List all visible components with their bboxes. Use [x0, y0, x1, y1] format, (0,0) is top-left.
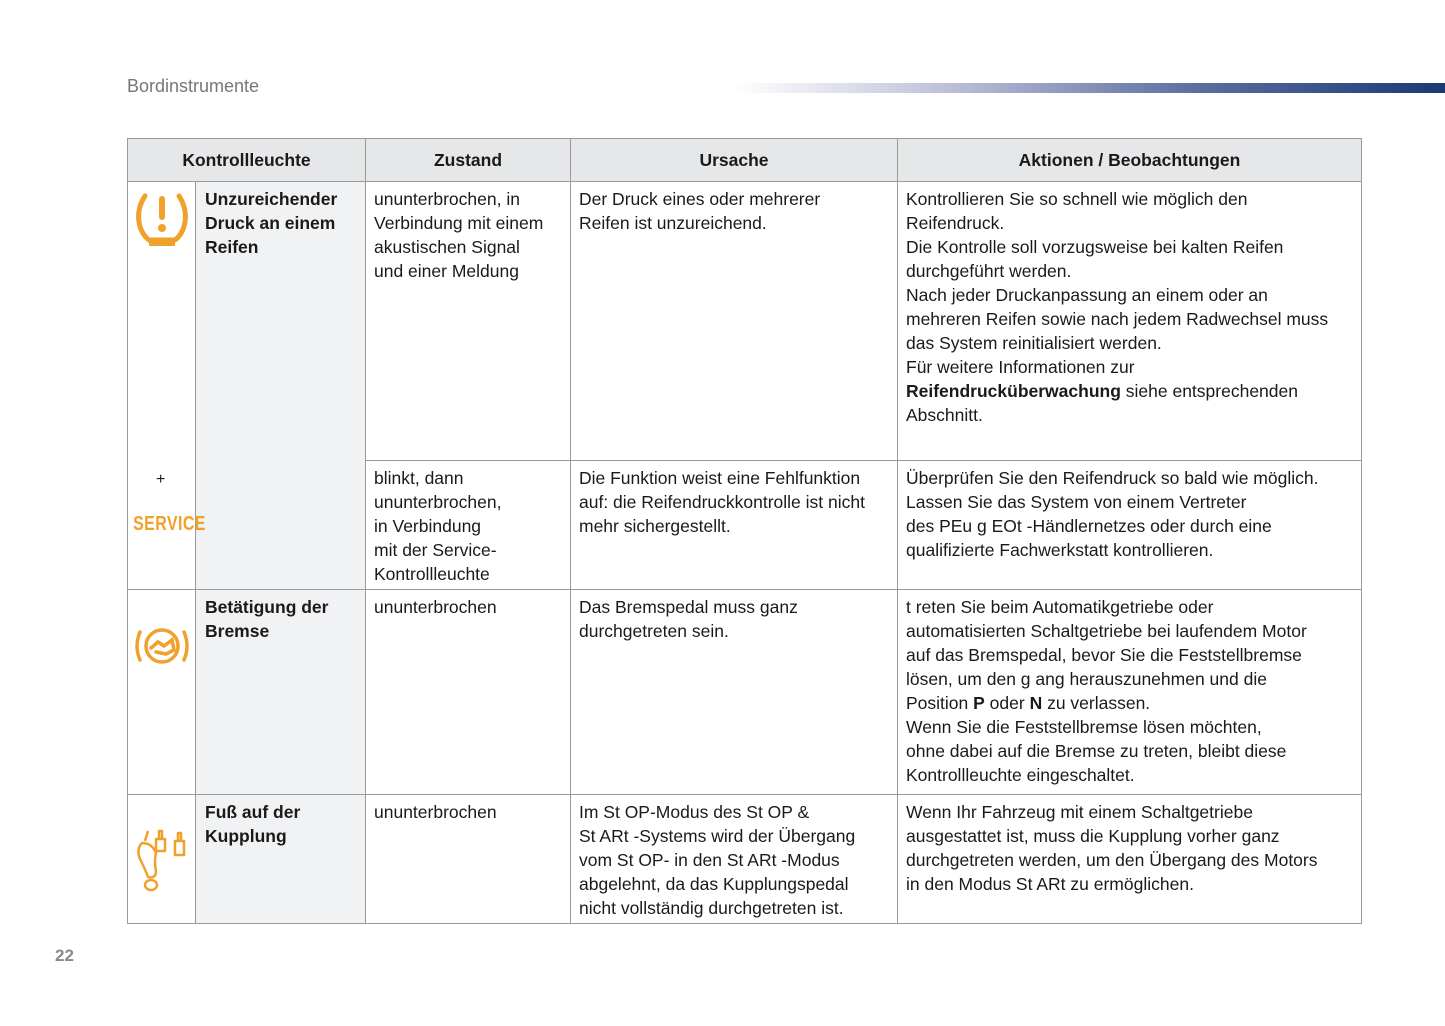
- table-row: [128, 795, 1362, 924]
- light-name: Betätigung der Bremse: [196, 590, 366, 795]
- page-number: 22: [55, 946, 74, 965]
- action-bold-link: Reifendrucküberwachung: [906, 381, 1121, 401]
- action-cell: Überprüfen Sie den Reifendruck so bald wie möglich. Lassen Sie das System von einem Vertreter des PEu g EOt -Händlernetzes oder durch eine qualifizierte Fachwerkstatt kontrollieren.: [898, 461, 1362, 590]
- state-cell: ununterbrochen, in Verbindung mit einem akustischen Signal und einer Meldung: [366, 182, 571, 461]
- action-cell: [898, 182, 1362, 461]
- section-title: Bordinstrumente: [127, 76, 260, 96]
- gear-n: N: [1029, 693, 1043, 713]
- cause-cell: Das Bremspedal muss ganz durchgetreten sein.: [571, 590, 898, 795]
- action-text: t reten Sie beim Automatikgetriebe oder automatisierten Schaltgetriebe bei laufendem Motor auf das Bremspedal, bevor Sie die Feststellbremse lösen, um den g ang herauszunehmen und die Position: [906, 597, 1307, 713]
- brake-pedal-icon: [132, 624, 192, 668]
- action-cell: [898, 590, 1362, 795]
- tyre-pressure-warning-icon: [133, 190, 191, 248]
- gear-p: P: [973, 693, 985, 713]
- action-text: oder: [984, 693, 1030, 713]
- cause-cell: Im St OP-Modus des St OP & St ARt -Systems wird der Übergang vom St OP- in den St ARt -Modus abgelehnt, da das Kupplungspedal nicht vollständig durchgetreten ist.: [571, 795, 898, 924]
- state-cell: ununterbrochen: [366, 795, 571, 924]
- column-header: Kontrollleuchte: [128, 139, 366, 182]
- action-text: Kontrollieren Sie so schnell wie möglich den Reifendruck. Die Kontrolle soll vorzugsweise bei kalten Reifen durchgeführt werden. Nach jeder Druckanpassung an einem oder an mehreren Reifen sowie nach jedem Radwechsel muss das System reinitialisiert werden. Für weitere Informationen zur: [906, 189, 1329, 377]
- action-text: siehe entsprechenden Abschnitt.: [906, 381, 1298, 425]
- light-name: Unzureichender Druck an einem Reifen: [196, 182, 366, 590]
- action-text: zu verlassen. Wenn Sie die Feststellbremse lösen möchten, ohne dabei auf die Bremse zu treten, bleibt diese Kontrollleuchte eingeschaltet.: [906, 693, 1287, 785]
- column-header: Aktionen / Beobachtungen: [898, 139, 1362, 182]
- icon-cell: [128, 182, 206, 590]
- warning-lights-table: [127, 138, 1362, 924]
- table-row: [128, 182, 1362, 461]
- clutch-pedal-icon: [134, 827, 190, 893]
- cause-cell: Der Druck eines oder mehrerer Reifen ist unzureichend.: [571, 182, 898, 461]
- table-header-row: [128, 139, 1362, 182]
- action-cell: Wenn Ihr Fahrzeug mit einem Schaltgetriebe ausgestattet ist, muss die Kupplung vorher ganz durchgetreten werden, um den Übergang des Motors in den Modus St ARt zu ermöglichen.: [898, 795, 1362, 924]
- icon-cell: [128, 795, 196, 924]
- service-warning-icon: SERVICE: [133, 513, 206, 535]
- column-header: Zustand: [366, 139, 571, 182]
- header-gradient-bar: [735, 83, 1445, 93]
- plus-sign: +: [156, 471, 166, 488]
- state-cell: ununterbrochen: [366, 590, 571, 795]
- table-row: [128, 590, 1362, 795]
- icon-cell: [128, 590, 196, 795]
- cause-cell: Die Funktion weist eine Fehlfunktion auf: die Reifendruckkontrolle ist nicht mehr sichergestellt.: [571, 461, 898, 590]
- column-header: Ursache: [571, 139, 898, 182]
- light-name: Fuß auf der Kupplung: [196, 795, 366, 924]
- state-cell: blinkt, dann ununterbrochen, in Verbindung mit der Service- Kontrollleuchte: [366, 461, 571, 590]
